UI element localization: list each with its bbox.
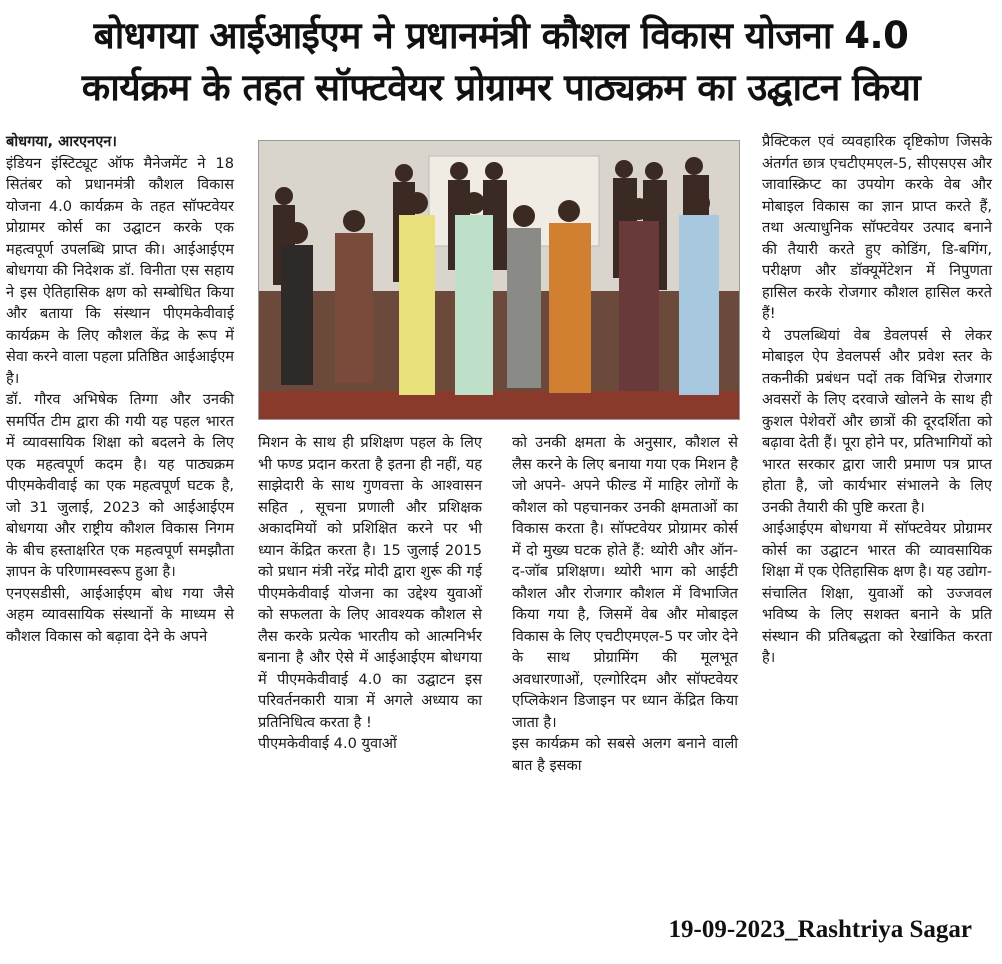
column-2-paragraph-1: मिशन के साथ ही प्रशिक्षण पहल के लिए भी फण्ड प्रदान करता है इतना ही नहीं, यह साझेदारी के साथ गुणवत्ता के आश्वासन सहित , सूचना प्रणाली और प्रशिक्षक अकादमियों को प्रशिक्षित करने पर भी ध्यान केंद्रित करता है। 15 जुलाई 2015 को प्रधान मंत्री नरेंद्र मोदी द्वारा शुरू की गई पीएमकेवीवाई योजना का उद्देश्य युवाओं को सफलता के लिए आवश्यक कौशल से लैस करके प्रत्येक भारतीय को आत्मनिर्भर बनाना है और ऐसे में आईआईएम बोधगया में पीएमकेवीवाई 4.0 का उद्घाटन इस परिवर्तनकारी यात्रा में अगले अध्याय का प्रतिनिधित्व करता है ! <box>258 434 482 731</box>
headline-line-2: कार्यक्रम के तहत सॉफ्टवेयर प्रोग्रामर पाठ्यक्रम का उद्घाटन किया <box>81 66 921 109</box>
column-4-paragraph-3: आईआईएम बोधगया में सॉफ्टवेयर प्रोग्रामर कोर्स का उद्घाटन भारत की व्यावसायिक शिक्षा में एक ऐतिहासिक क्षण है। यह उद्योग-संचालित शिक्षा, युवाओं को उज्जवल भविष्य के लिए सशक्त बनाने के प्रति संस्थान की प्रतिबद्धता को रेखांकित करता है। <box>762 520 992 666</box>
column-1-paragraph-1: इंडियन इंस्टिट्यूट ऑफ मैनेजमेंट ने 18 सितंबर को प्रधानमंत्री कौशल विकास योजना 4.0 कार्यक्रम के तहत सॉफ्टवेयर प्रोग्रामर कोर्स का उद्घाटन करके एक महत्वपूर्ण उपलब्धि प्राप्त की। आईआईएम बोधगया की निदेशक डॉ. विनीता एस सहाय ने इस ऐतिहासिक क्षण को सम्बोधित किया और बताया कि संस्थान पीएमकेवीवाई कार्यक्रम के लिए कौशल केंद्र के रूप में सेवा करने वाला पहला प्रतिष्ठित आईआईएम है। <box>6 154 234 387</box>
group-photo <box>258 140 740 420</box>
column-4-paragraph-1: प्रैक्टिकल एवं व्यवहारिक दृष्टिकोण जिसके अंतर्गत छात्र एचटीएमएल-5, सीएसएस और जावास्क्रिप्ट का उपयोग करके वेब और मोबाइल विकास का ज्ञान प्राप्त करते हैं, तथा अत्याधुनिक सॉफ्टवेयर उत्पाद बनाने की तैयारी करते हुए कोडिंग, डि-बगिंग, परीक्षण और डॉक्यूमेंटेशन में निपुणता हासिल करके रोजगार कौशल हासिल करते हैं! <box>762 133 992 322</box>
article-column-2 <box>258 432 482 755</box>
column-2-paragraph-2: पीएमकेवीवाई 4.0 युवाओं <box>258 735 397 752</box>
column-3-paragraph-2: इस कार्यक्रम को सबसे अलग बनाने वाली बात है इसका <box>512 735 738 774</box>
article-column-1 <box>6 131 234 647</box>
article-column-3 <box>512 432 738 776</box>
column-4-paragraph-2: ये उपलब्धियां वेब डेवलपर्स से लेकर मोबाइल ऐप डेवलपर्स और प्रवेश स्तर के तकनीकी प्रबंधन पदों तक विभिन्न रोजगार अवसरों के लिए दरवाजे खोलने के साथ ही कुशल पेशेवरों और छात्रों की दूरदर्शिता को बढ़ावा देती हैं। पूरा होने पर, प्रतिभागियों को भारत सरकार द्वारा जारी प्रमाण पत्र प्राप्त होता है, जो कार्यभार संभालने के लिए उनकी तैयारी की पुष्टि करता है। <box>762 326 992 516</box>
column-3-paragraph-1: को उनकी क्षमता के अनुसार, कौशल से लैस करने के लिए बनाया गया एक मिशन है जो अपने- अपने फील्ड में माहिर लोगों के कौशल को पहचानकर उनकी क्षमताओं का विकास करता है। सॉफ्टवेयर प्रोग्रामर कोर्स में दो मुख्य घटक होते हैं: थ्योरी और ऑन-द-जॉब प्रशिक्षण। थ्योरी भाग को आईटी कौशल और रोजगार कौशल में विभाजित किया गया है, जिसमें वेब और मोबाइल विकास के लिए एचटीएमएल-5 पर जोर देने के साथ प्रोग्रामिंग की मूलभूत अवधारणाओं, एल्गोरिदम और सॉफ्टवेयर एप्लिकेशन डिजाइन पर ध्यान केंद्रित किया जाता है। <box>512 434 739 731</box>
column-1-paragraph-2: डॉ. गौरव अभिषेक तिग्गा और उनकी समर्पित टीम द्वारा की गयी यह पहल भारत में व्यावसायिक शिक्षा को बदलने के लिए एक महत्वपूर्ण कदम है। यह पाठ्यक्रम पीएमकेवीवाई का एक महत्वपूर्ण घटक है, जो 31 जुलाई, 2023 को आईआईएम बोधगया और राष्ट्रीय कौशल विकास निगम के बीच हस्ताक्षरित एक महत्वपूर्ण समझौता ज्ञापन के परिणामस्वरूप हुआ है। <box>6 391 234 580</box>
article-column-4 <box>762 131 992 669</box>
headline-line-1: बोधगया आईआईएम ने प्रधानमंत्री कौशल विकास योजना 4.0 <box>93 14 909 57</box>
source-caption: 19-09-2023_Rashtriya Sagar <box>668 916 972 943</box>
dateline: बोधगया, आरएनएन। <box>6 133 117 150</box>
group-photo-illustration <box>259 141 739 419</box>
column-1-paragraph-3: एनएसडीसी, आईआईएम बोध गया जैसे अहम व्यावसायिक संस्थानों के माध्यम से कौशल विकास को बढ़ावा देने के अपने <box>6 584 234 645</box>
